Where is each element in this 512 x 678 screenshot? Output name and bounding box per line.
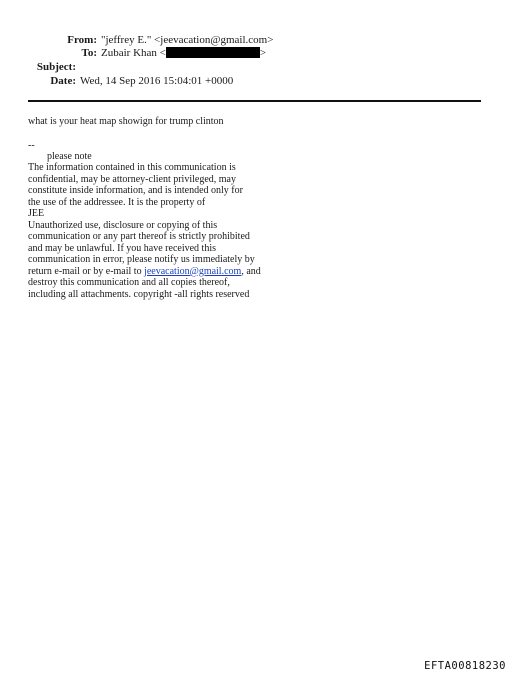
notice-line: and may be unlawful. If you have received this xyxy=(28,242,216,254)
notice-line: including all attachments. copyright -all rights reserved xyxy=(28,288,250,300)
redaction-box xyxy=(166,47,260,58)
header-divider xyxy=(28,100,481,102)
notice-line: The information contained in this communication is xyxy=(28,162,236,173)
from-label: From: xyxy=(67,34,97,46)
notice-line: communication or any part thereof is strictly prohibited xyxy=(28,231,250,242)
notice-line: destroy this communication and all copies thereof, xyxy=(28,277,230,288)
notice-text: return e-mail or by e-mail to xyxy=(28,265,145,277)
notice-line: Unauthorized use, disclosure or copying of this xyxy=(28,219,218,231)
message-text: what is your heat map showign for trump clinton xyxy=(28,116,224,127)
notice-line: constitute inside information, and is intended only for xyxy=(28,185,243,196)
to-label: To: xyxy=(81,47,97,59)
to-value xyxy=(101,47,266,60)
to-close: > xyxy=(259,47,267,59)
document-id: EFTA00818230 xyxy=(424,660,506,672)
notice-line: JEE xyxy=(28,208,45,219)
subject-label: Subject: xyxy=(36,61,76,73)
from-value: "jeffrey E." <jeevacation@gmail.com> xyxy=(101,34,274,46)
notice-line: confidential, may be attorney-client privileged, may xyxy=(28,173,236,185)
notice-text: , and xyxy=(241,265,261,277)
email-link[interactable]: jeevacation@gmail.com xyxy=(144,265,242,277)
notice-line: communication in error, please notify us immediately by xyxy=(28,254,255,265)
notice-line-with-link xyxy=(28,266,261,278)
date-value: Wed, 14 Sep 2016 15:04:01 +0000 xyxy=(80,75,234,87)
confidentiality-notice xyxy=(28,162,261,300)
notice-line: the use of the addressee. It is the property of xyxy=(28,196,206,208)
date-label: Date: xyxy=(50,75,76,87)
please-note: please note xyxy=(47,151,92,162)
to-name: Zubair Khan < xyxy=(101,47,166,59)
signature-separator: -- xyxy=(28,140,35,151)
